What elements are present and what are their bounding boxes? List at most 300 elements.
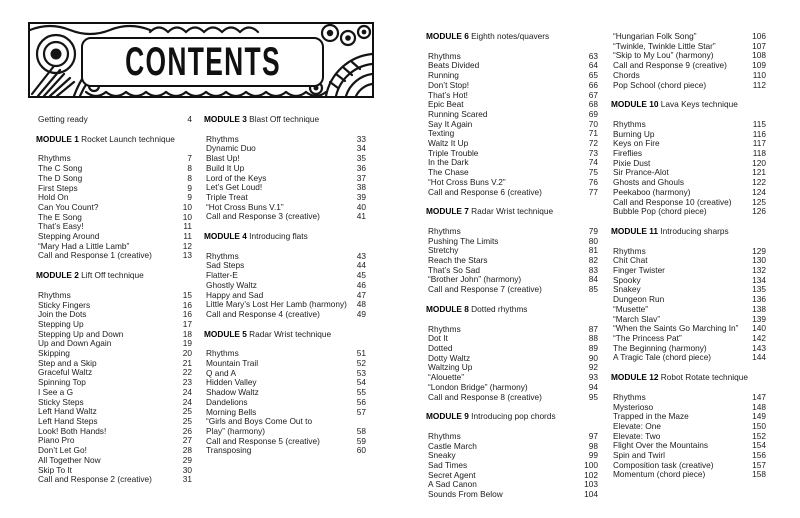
entry-page: 46 xyxy=(356,279,366,290)
entry-title: “Skip to My Lou” (harmony) xyxy=(613,50,714,61)
entry-page: 100 xyxy=(584,460,598,471)
toc-entry xyxy=(611,207,766,217)
entry-page: 8 xyxy=(187,163,192,174)
entry-title: Stepping Up xyxy=(38,318,84,329)
entry-title: Stretchy xyxy=(428,245,459,256)
entry-page: 49 xyxy=(356,308,366,319)
module-name: Robot Rotate technique xyxy=(658,372,748,383)
module-label: MODULE 12 xyxy=(611,372,659,383)
entry-page: 157 xyxy=(752,459,766,470)
module-name: Lift Off technique xyxy=(78,270,144,281)
entry-page: 69 xyxy=(588,108,598,119)
entry-page: 87 xyxy=(588,323,598,334)
entry-page: 9 xyxy=(187,182,192,193)
entry-title: The Chase xyxy=(428,167,469,178)
entry-page: 74 xyxy=(588,157,598,168)
entry-title: Join the Dots xyxy=(38,309,87,320)
module-label: MODULE 1 xyxy=(36,133,79,144)
entry-title: Sad Times xyxy=(428,460,468,471)
entry-page: 70 xyxy=(588,118,598,129)
entry-page: 24 xyxy=(182,386,192,397)
entry-page: 82 xyxy=(588,255,598,266)
entry-title: Step and a Skip xyxy=(38,357,97,368)
entry-title: Lord of the Keys xyxy=(206,172,267,183)
entry-page: 84 xyxy=(588,274,598,285)
entry-title: Snakey xyxy=(613,284,641,295)
entry-page: 104 xyxy=(584,489,598,500)
entry-page: 97 xyxy=(588,430,598,441)
toc-entry xyxy=(611,353,766,363)
entry-title: Momentum (chord piece) xyxy=(613,469,706,480)
entry-title: “Twinkle, Twinkle Little Star” xyxy=(613,40,716,51)
entry-page: 53 xyxy=(356,367,366,378)
entry-page: 31 xyxy=(182,474,192,485)
entry-title: Happy and Sad xyxy=(206,289,264,300)
contents-banner xyxy=(28,22,374,98)
entry-page: 108 xyxy=(752,50,766,61)
entry-title: Spooky xyxy=(613,274,641,285)
entry-title: All Together Now xyxy=(38,454,101,465)
entry-page: 67 xyxy=(588,89,598,100)
entry-title: Elevate: One xyxy=(613,420,661,431)
entry-page: 85 xyxy=(588,284,598,295)
entry-title: That’s So Sad xyxy=(428,264,480,275)
toc-entry xyxy=(426,285,598,295)
module-header xyxy=(426,207,598,217)
entry-title: “Mary Had a Little Lamb” xyxy=(38,240,130,251)
entry-title: Trapped in the Maze xyxy=(613,411,689,422)
module-name: Radar Wrist technique xyxy=(246,328,332,339)
entry-title: Ghostly Waltz xyxy=(206,279,257,290)
entry-title: “London Bridge” (harmony) xyxy=(428,381,528,392)
entry-page: 138 xyxy=(752,303,766,314)
entry-page: 10 xyxy=(182,211,192,222)
entry-title: Sad Steps xyxy=(206,260,245,271)
entry-title: Dungeon Run xyxy=(613,294,665,305)
entry-title: Running Scared xyxy=(428,108,488,119)
entry-page: 36 xyxy=(356,162,366,173)
toc-entry xyxy=(426,325,598,335)
module-name: Blast Off technique xyxy=(246,114,320,124)
entry-title: “The Princess Pat” xyxy=(613,332,682,343)
entry-page: 88 xyxy=(588,333,598,344)
entry-page: 10 xyxy=(182,201,192,212)
entry-page: 41 xyxy=(356,211,366,222)
entry-title: Dotted xyxy=(428,342,453,353)
module-header xyxy=(426,412,598,422)
entry-title: Q and A xyxy=(206,367,236,378)
toc-entry xyxy=(36,251,192,261)
entry-page: 44 xyxy=(356,260,366,271)
entry-title: Skipping xyxy=(38,348,70,359)
entry-page: 95 xyxy=(588,391,598,402)
entry-page: 112 xyxy=(752,79,766,90)
entry-page: 12 xyxy=(182,240,192,251)
entry-title: A Sad Canon xyxy=(428,479,477,490)
entry-page: 29 xyxy=(182,454,192,465)
entry-page: 81 xyxy=(588,245,598,256)
entry-title: Call and Response 6 (creative) xyxy=(428,186,542,197)
entry-title: Spinning Top xyxy=(38,377,86,388)
entry-title: “When the Saints Go Marching In” xyxy=(613,323,739,334)
entry-page: 56 xyxy=(356,396,366,407)
entry-page: 16 xyxy=(182,309,192,320)
entry-title: Dandelions xyxy=(206,396,248,407)
module-header xyxy=(204,115,366,125)
entry-page: 102 xyxy=(584,469,598,480)
entry-page: 52 xyxy=(356,358,366,369)
entry-page: 132 xyxy=(752,265,766,276)
entry-page: 148 xyxy=(752,401,766,412)
entry-page: 122 xyxy=(752,177,766,188)
entry-title: “Girls and Boys Come Out to xyxy=(206,416,313,427)
entry-title: Rhythms xyxy=(428,323,461,334)
entry-page: 129 xyxy=(752,245,766,256)
entry-title: The C Song xyxy=(38,163,83,174)
module-name: Introducing flats xyxy=(246,231,308,242)
entry-title: Dynamic Duo xyxy=(206,143,256,154)
entry-title: Bubble Pop (chord piece) xyxy=(613,206,707,217)
entry-page: 39 xyxy=(356,191,366,202)
module-name: Introducing pop chords xyxy=(468,411,556,422)
entry-title: Call and Response 5 (creative) xyxy=(206,435,320,446)
entry-title: Rhythms xyxy=(206,133,239,144)
entry-page: 83 xyxy=(588,264,598,275)
toc-entry xyxy=(426,188,598,198)
entry-title: Rhythms xyxy=(613,245,646,256)
toc-entry xyxy=(36,115,192,125)
entry-page: 71 xyxy=(588,128,598,139)
entry-page: 139 xyxy=(752,313,766,324)
entry-page: 19 xyxy=(182,338,192,349)
entry-title: Stepping Around xyxy=(38,231,100,242)
entry-title: Rhythms xyxy=(38,289,71,300)
entry-page: 75 xyxy=(588,167,598,178)
entry-title: Rhythms xyxy=(613,118,646,129)
entry-page: 90 xyxy=(588,352,598,363)
entry-page: 66 xyxy=(588,79,598,90)
toc-column-1 xyxy=(36,115,192,485)
entry-page: 79 xyxy=(588,225,598,236)
entry-page: 126 xyxy=(752,206,766,217)
module-label: MODULE 10 xyxy=(611,99,659,110)
entry-page: 72 xyxy=(588,138,598,149)
entry-title: Pop School (chord piece) xyxy=(613,79,707,90)
entry-page: 34 xyxy=(356,143,366,154)
entry-title: Rhythms xyxy=(206,348,239,359)
entry-title: Rhythms xyxy=(38,153,71,164)
entry-title: Piano Pro xyxy=(38,435,75,446)
entry-title: Finger Twister xyxy=(613,265,665,276)
entry-page: 27 xyxy=(182,435,192,446)
entry-page: 121 xyxy=(752,167,766,178)
entry-title: Castle March xyxy=(428,440,477,451)
entry-title: Chords xyxy=(613,69,640,80)
entry-page: 28 xyxy=(182,445,192,456)
entry-title: Waltz It Up xyxy=(428,138,469,149)
entry-title: “March Slav” xyxy=(613,313,661,324)
module-label: MODULE 2 xyxy=(36,270,79,281)
entry-title: Hidden Valley xyxy=(206,377,257,388)
module-label: MODULE 3 xyxy=(204,114,247,124)
entry-page: 38 xyxy=(356,182,366,193)
entry-page: 93 xyxy=(588,372,598,383)
entry-title: “Hungarian Folk Song” xyxy=(613,31,697,41)
module-header xyxy=(204,330,366,340)
entry-page: 57 xyxy=(356,406,366,417)
entry-title: Transposing xyxy=(206,445,252,456)
entry-page: 26 xyxy=(182,425,192,436)
entry-page: 158 xyxy=(752,469,766,480)
entry-page: 124 xyxy=(752,186,766,197)
entry-page: 73 xyxy=(588,147,598,158)
entry-page: 11 xyxy=(183,221,192,232)
entry-page: 4 xyxy=(187,114,192,124)
entry-title: Triple Treat xyxy=(206,191,248,202)
entry-page: 144 xyxy=(752,352,766,363)
entry-title: The Beginning (harmony) xyxy=(613,342,707,353)
entry-page: 150 xyxy=(752,420,766,431)
toc-entry xyxy=(611,81,766,91)
module-header xyxy=(611,373,766,383)
entry-page: 54 xyxy=(356,377,366,388)
entry-title: Rhythms xyxy=(206,250,239,261)
toc-entry xyxy=(204,212,366,222)
entry-page: 149 xyxy=(752,411,766,422)
entry-title: Sir Prance-Alot xyxy=(613,167,669,178)
entry-title: Little Mary’s Lost Her Lamb (harmony) xyxy=(206,299,347,310)
entry-title: Peekaboo (harmony) xyxy=(613,186,691,197)
entry-page: 98 xyxy=(588,440,598,451)
entry-page: 142 xyxy=(752,332,766,343)
entry-page: 45 xyxy=(356,270,366,281)
entry-title: Blast Up! xyxy=(206,153,240,164)
entry-title: Rhythms xyxy=(613,391,646,402)
toc-column-4 xyxy=(611,32,766,480)
entry-title: First Steps xyxy=(38,182,78,193)
module-header xyxy=(36,135,192,145)
entry-page: 76 xyxy=(588,176,598,187)
contents-title-box xyxy=(81,37,324,87)
entry-title: Composition task (creative) xyxy=(613,459,714,470)
entry-title: Secret Agent xyxy=(428,469,476,480)
entry-title: In the Dark xyxy=(428,157,469,168)
entry-page: 48 xyxy=(356,299,366,310)
entry-title: Epic Beat xyxy=(428,99,464,110)
entry-page: 43 xyxy=(356,250,366,261)
entry-page: 152 xyxy=(752,430,766,441)
entry-title: The D Song xyxy=(38,172,83,183)
entry-title: “Musette” xyxy=(613,303,649,314)
entry-page: 110 xyxy=(752,69,766,80)
entry-page: 135 xyxy=(752,284,766,295)
toc-entry xyxy=(426,490,598,500)
entry-page: 21 xyxy=(182,357,192,368)
module-name: Dotted rhythms xyxy=(468,303,528,314)
entry-title: Mountain Trail xyxy=(206,358,259,369)
entry-title: Don’t Let Go! xyxy=(38,445,87,456)
entry-title: Rhythms xyxy=(428,225,461,236)
module-header xyxy=(36,271,192,281)
entry-page: 9 xyxy=(187,192,192,203)
entry-title: Triple Trouble xyxy=(428,147,479,158)
page-title: CONTENTS xyxy=(124,40,281,84)
entry-title: I See a G xyxy=(38,386,74,397)
entry-page: 115 xyxy=(752,118,766,129)
entry-title: Call and Response 4 (creative) xyxy=(206,308,320,319)
entry-page: 15 xyxy=(182,289,192,300)
entry-page: 60 xyxy=(356,445,366,456)
entry-page: 37 xyxy=(356,172,366,183)
entry-title: Sounds From Below xyxy=(428,489,503,500)
module-label: MODULE 11 xyxy=(611,225,659,236)
entry-title: Let’s Get Loud! xyxy=(206,182,263,193)
entry-page: 94 xyxy=(588,381,598,392)
entry-page: 130 xyxy=(752,255,766,266)
module-label: MODULE 6 xyxy=(426,31,469,41)
entry-title: Reach the Stars xyxy=(428,255,488,266)
entry-title: Rhythms xyxy=(428,430,461,441)
entry-page: 47 xyxy=(356,289,366,300)
entry-title: Ghosts and Ghouls xyxy=(613,177,685,188)
entry-title: Flatter-E xyxy=(206,270,238,281)
entry-page: 25 xyxy=(182,415,192,426)
module-label: MODULE 7 xyxy=(426,206,469,217)
entry-title: Sticky Fingers xyxy=(38,299,91,310)
entry-page: 89 xyxy=(588,342,598,353)
entry-title: Morning Bells xyxy=(206,406,257,417)
entry-title: Left Hand Waltz xyxy=(38,406,97,417)
entry-page: 35 xyxy=(356,153,366,164)
entry-page: 64 xyxy=(588,60,598,71)
toc-entry xyxy=(611,470,766,480)
entry-page: 17 xyxy=(182,318,192,329)
entry-page: 116 xyxy=(752,128,766,139)
entry-title: Call and Response 10 (creative) xyxy=(613,196,732,207)
entry-title: Look! Both Hands! xyxy=(38,425,107,436)
module-header xyxy=(611,100,766,110)
entry-page: 16 xyxy=(182,299,192,310)
entry-page: 140 xyxy=(752,323,766,334)
entry-page: 7 xyxy=(187,153,192,164)
module-label: MODULE 4 xyxy=(204,231,247,242)
module-header xyxy=(611,227,766,237)
entry-title: Pushing The Limits xyxy=(428,235,499,246)
entry-page: 99 xyxy=(588,450,598,461)
entry-title: Keys on Fire xyxy=(613,138,660,149)
entry-title: Beats Divided xyxy=(428,60,480,71)
entry-page: 136 xyxy=(752,294,766,305)
entry-page: 109 xyxy=(752,60,766,71)
module-label: MODULE 5 xyxy=(204,328,247,339)
entry-title: That’s Hot! xyxy=(428,89,468,100)
entry-title: Play” (harmony) xyxy=(206,425,266,436)
entry-title: “Hot Cross Buns V.1” xyxy=(206,201,284,212)
entry-page: 59 xyxy=(356,435,366,446)
entry-title: That’s Easy! xyxy=(38,221,84,232)
entry-page: 65 xyxy=(588,70,598,81)
toc-entry xyxy=(204,310,366,320)
entry-title: Waltzing Up xyxy=(428,362,473,373)
entry-title: Sneaky xyxy=(428,450,456,461)
entry-title: Getting ready xyxy=(38,114,88,124)
entry-title: Spin and Twirl xyxy=(613,450,665,461)
entry-page: 125 xyxy=(752,196,766,207)
entry-title: Build It Up xyxy=(206,162,245,173)
entry-page: 8 xyxy=(187,172,192,183)
entry-title: “Brother John” (harmony) xyxy=(428,274,522,285)
module-name: Lava Keys technique xyxy=(658,99,738,110)
entry-title: Left Hand Steps xyxy=(38,415,98,426)
entry-title: Dotty Waltz xyxy=(428,352,471,363)
entry-title: Rhythms xyxy=(428,50,461,61)
module-name: Eighth notes/quavers xyxy=(468,31,550,41)
entry-title: “Hot Cross Buns V.2” xyxy=(428,176,506,187)
entry-title: Sticky Steps xyxy=(38,396,84,407)
entry-page: 154 xyxy=(752,440,766,451)
entry-title: Flight Over the Mountains xyxy=(613,440,708,451)
entry-title: Can You Count? xyxy=(38,201,99,212)
entry-title: Shadow Waltz xyxy=(206,387,259,398)
entry-page: 120 xyxy=(752,157,766,168)
entry-page: 134 xyxy=(752,274,766,285)
entry-title: Elevate: Two xyxy=(613,430,661,441)
entry-page: 30 xyxy=(182,464,192,475)
toc-entry xyxy=(36,475,192,485)
entry-page: 11 xyxy=(183,231,192,242)
entry-title: Texting xyxy=(428,128,455,139)
entry-page: 25 xyxy=(182,406,192,417)
entry-title: Pixie Dust xyxy=(613,157,651,168)
entry-page: 40 xyxy=(356,201,366,212)
entry-title: Call and Response 8 (creative) xyxy=(428,391,542,402)
module-label: MODULE 8 xyxy=(426,303,469,314)
entry-title: Don’t Stop! xyxy=(428,79,470,90)
toc-entry xyxy=(426,393,598,403)
entry-title: Skip To It xyxy=(38,464,72,475)
entry-title: Burning Up xyxy=(613,128,655,139)
entry-title: Stepping Up and Down xyxy=(38,328,124,339)
module-label: MODULE 9 xyxy=(426,411,469,422)
entry-page: 55 xyxy=(356,387,366,398)
entry-title: Call and Response 7 (creative) xyxy=(428,284,542,295)
entry-title: Running xyxy=(428,70,459,81)
entry-page: 147 xyxy=(752,391,766,402)
entry-title: Hold On xyxy=(38,192,69,203)
module-name: Radar Wrist technique xyxy=(468,206,554,217)
entry-page: 58 xyxy=(356,425,366,436)
entry-page: 23 xyxy=(182,377,192,388)
entry-page: 103 xyxy=(584,479,598,490)
module-name: Rocket Launch technique xyxy=(78,133,175,144)
module-name: Introducing sharps xyxy=(658,225,729,236)
entry-page: 20 xyxy=(182,348,192,359)
entry-page: 80 xyxy=(588,235,598,246)
module-header xyxy=(204,232,366,242)
entry-page: 24 xyxy=(182,396,192,407)
entry-page: 63 xyxy=(588,50,598,61)
entry-title: Call and Response 2 (creative) xyxy=(38,474,152,485)
entry-title: Mysterioso xyxy=(613,401,654,412)
entry-title: Call and Response 3 (creative) xyxy=(206,211,320,222)
entry-page: 106 xyxy=(752,31,766,41)
entry-page: 107 xyxy=(752,40,766,51)
entry-page: 51 xyxy=(356,348,366,359)
toc-column-3 xyxy=(426,32,598,500)
entry-title: Dot It xyxy=(428,333,448,344)
entry-page: 77 xyxy=(588,186,598,197)
entry-title: Up and Down Again xyxy=(38,338,112,349)
